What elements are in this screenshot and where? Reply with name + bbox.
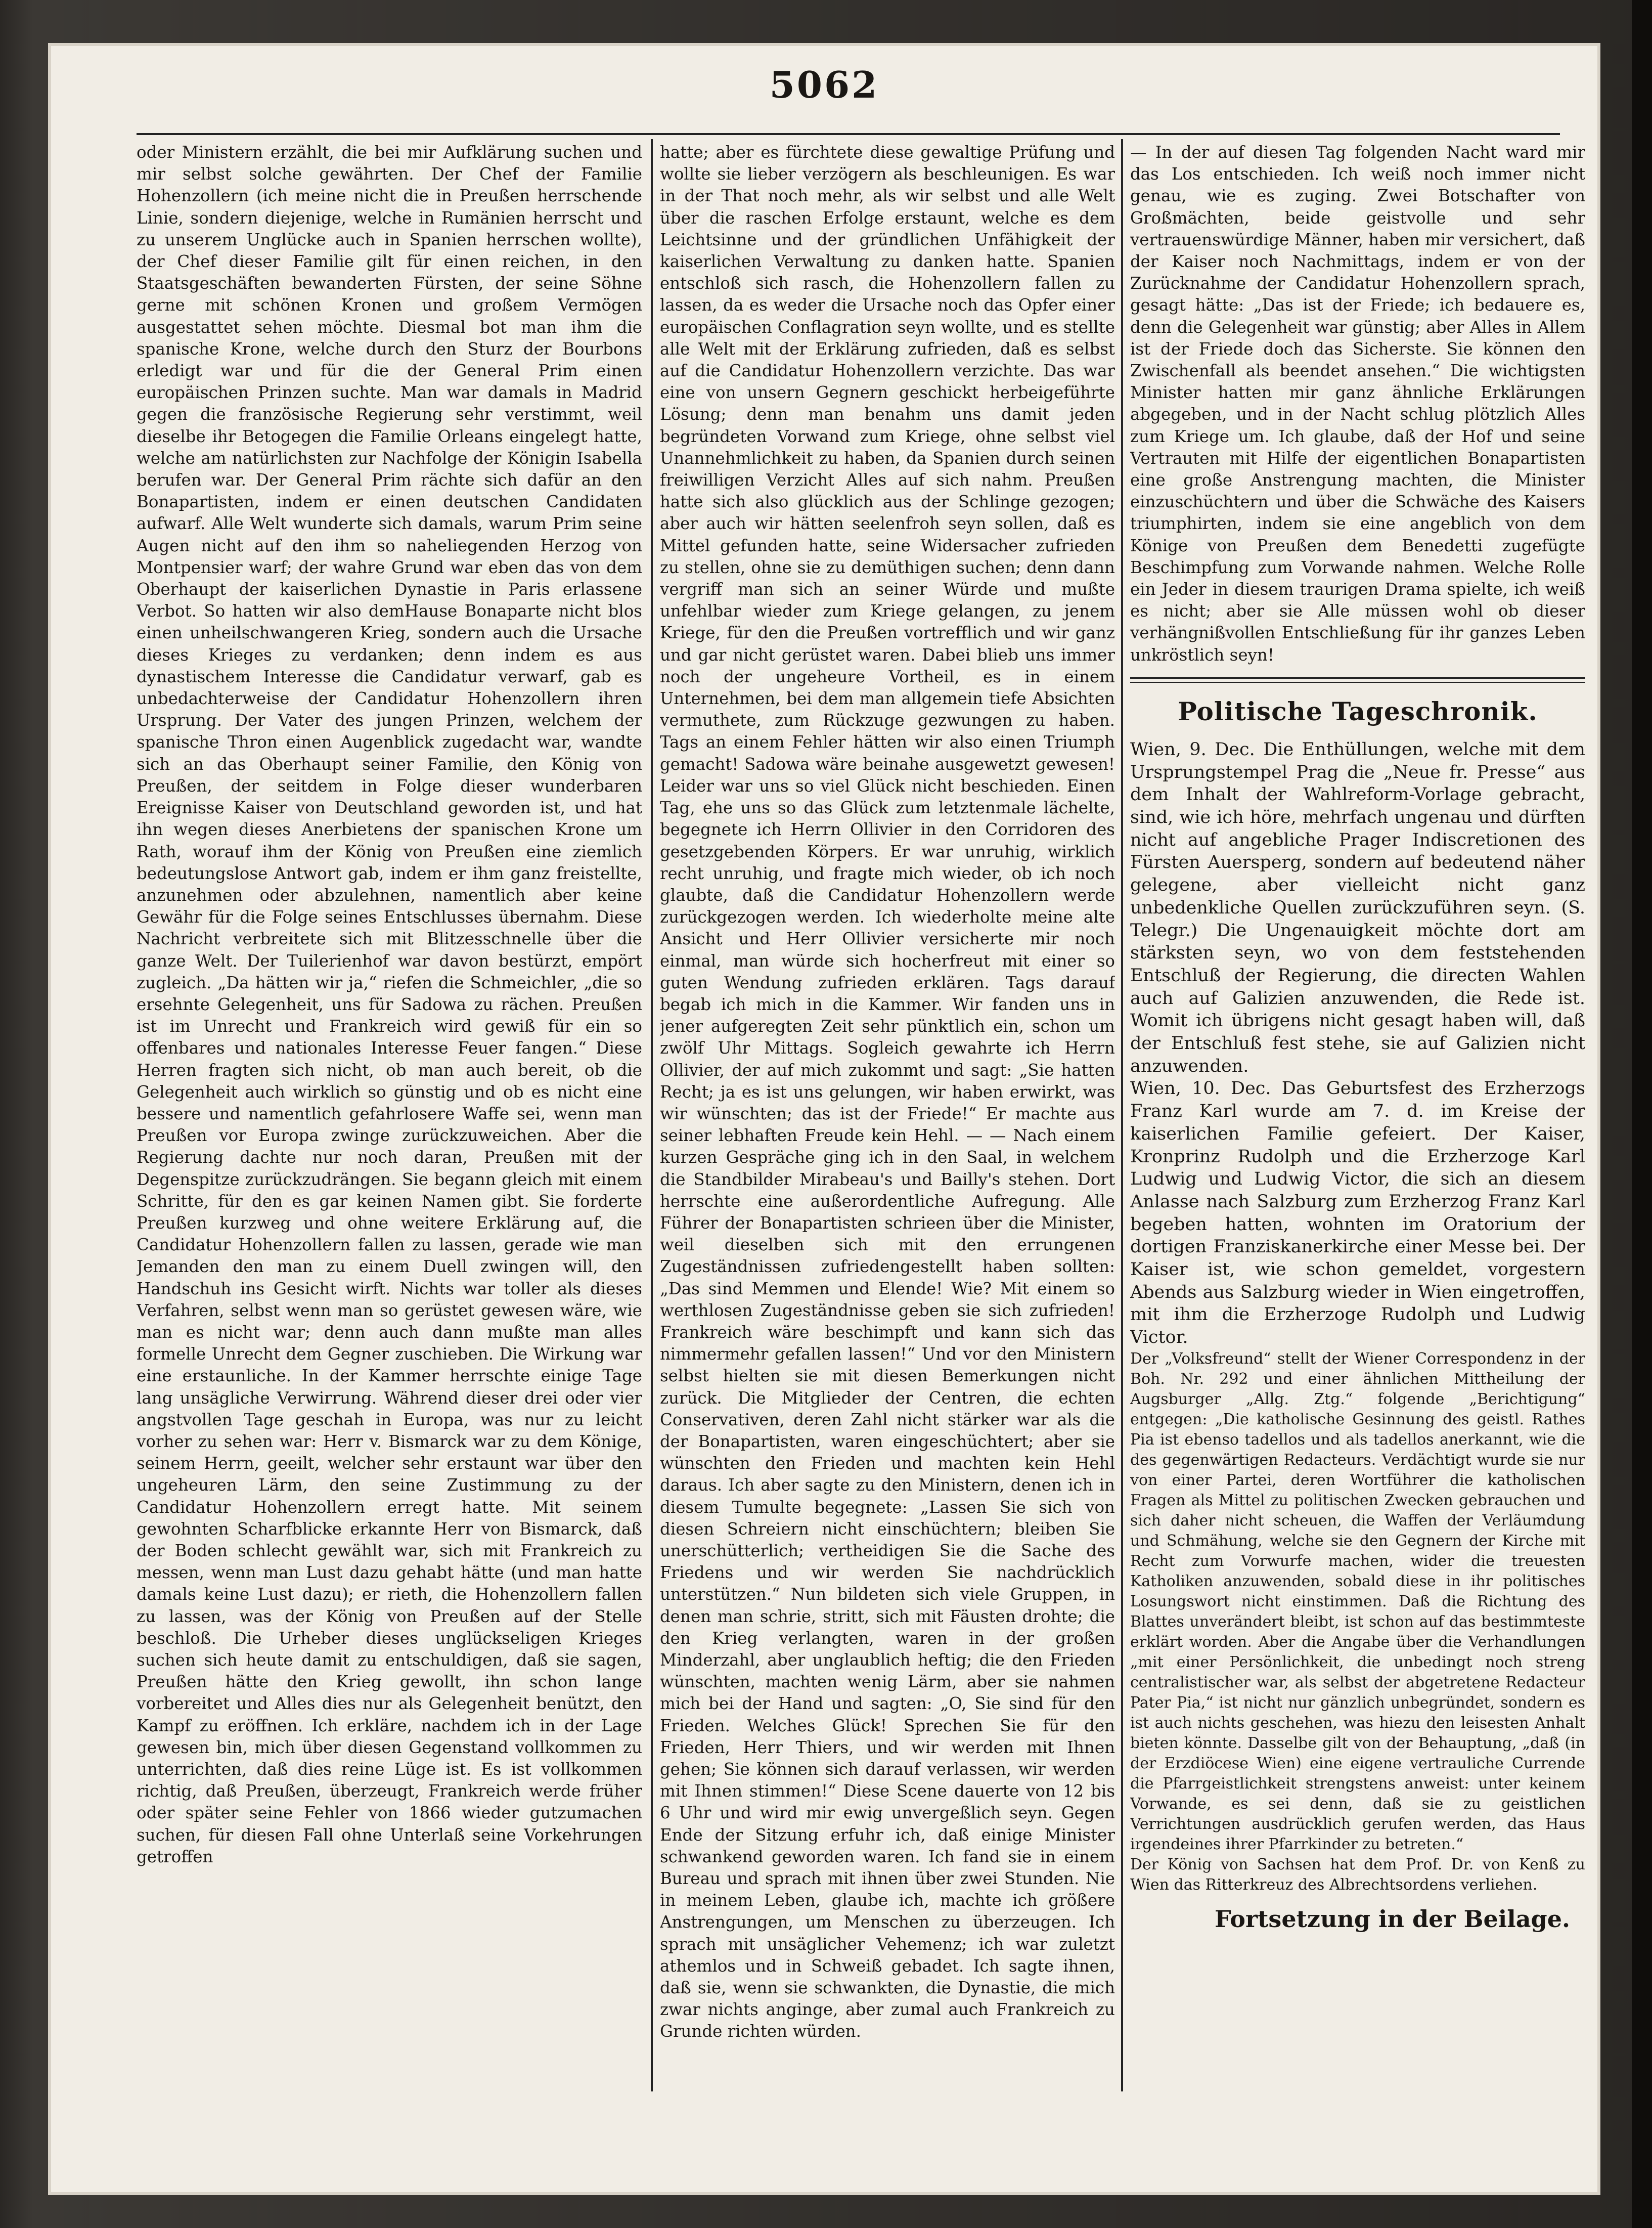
column-divider	[1121, 139, 1123, 2091]
article-text: oder Ministern erzählt, die bei mir Aufklärung suchen und mir selbst solche gewährten. Der Chef der Familie Hohenzollern (ich meine nicht die in Preußen herrschende Linie, sondern diejenige, welche in Rumänien herrscht und zu unserem Unglücke auch in Spanien herrschen wollte), der Chef dieser Familie gilt für einen reichen, in den Staatsgeschäften bewanderten Fürsten, der seine Söhne gerne mit schönen Kronen und großem Vermögen ausgestattet sehen möchte. Diesmal bot man ihm die spanische Krone, welche durch den Sturz der Bourbons erledigt war und für die der General Prim einen europäischen Prinzen suchte. Man war damals in Madrid gegen die französische Regierung sehr verstimmt, weil dieselbe ihr Betogegen die Familie Orleans eingelegt hatte, welche am natürlichsten zur Nachfolge der Königin Isabella berufen war. Der General Prim rächte sich dafür an den Bonapartisten, indem er einen deutschen Candidaten aufwarf. Alle Welt wunderte sich damals, warum Prim seine Augen nicht auf den ihm so naheliegenden Herzog von Montpensier warf; der wahre Grund war eben das von dem Oberhaupt der kaiserlichen Dynastie in Paris erlassene Verbot. So hatten wir also demHause Bonaparte nicht blos einen unheilschwangeren Krieg, sondern auch die Ursache dieses Krieges zu verdanken; denn indem es aus dynastischem Interesse die Candidatur verwarf, gab es unbedachterweise der Candidatur Hohenzollern ihren Ursprung. Der Vater des jungen Prinzen, welchem der spanische Thron einen Augenblick zugedacht war, wandte sich an das Oberhaupt seiner Familie, den König von Preußen, der seitdem in Folge dieser wunderbaren Ereignisse Kaiser von Deutschland geworden ist, und hat ihn wegen dieses Anerbietens der spanischen Krone um Rath, worauf ihm der König von Preußen eine ziemlich bedeutungslose Antwort gab, indem er ihm ganz freistellte, anzunehmen oder abzulehnen, namentlich aber keine Gewähr für die Folge seines Entschlusses übernahm. Diese Nachricht verbreitete sich mit Blitzesschnelle über die ganze Welt. Der Tuilerienhof war davon bestürzt, empört zugleich. „Da hätten wir ja,“ riefen die Schmeichler, „die so ersehnte Gelegenheit, uns für Sadowa zu rächen. Preußen ist im Unrecht und Frankreich wird gewiß für ein so offenbares und nationales Interesse Feuer fangen.“ Diese Herren fragten sich nicht, ob man auch bereit, ob die Gelegenheit auch wirklich so günstig und ob es nicht eine bessere und namentlich gefahrlosere Waffe sei, wenn man Preußen vor Europa zwinge zurückzuweichen. Aber die Regierung dachte nur noch daran, Preußen mit der Degenspitze zurückzudrängen. Sie begann gleich mit einem Schritte, für den es gar keinen Namen gibt. Sie forderte Preußen kurzweg und ohne weitere Erklärung auf, die Candidatur Hohenzollern fallen zu lassen, gerade wie man Jemanden den man zu einem Duell zwingen will, den Handschuh ins Gesicht wirft. Nichts war toller als dieses Verfahren, selbst wenn man so gerüstet gewesen wäre, wie man es nicht war; denn auch dann mußte man alles formelle Unrecht dem Gegner zuschieben. Die Wirkung war eine erstaunliche. In der Kammer herrschte einige Tage lang unsägliche Verwirrung. Während dieser drei oder vier angstvollen Tage geschah in Europa, was nur zu leicht vorher zu sehen war: Herr v. Bismarck war zu dem Könige, seinem Herrn, geeilt, welcher sehr erstaunt war über den ungeheuren Lärm, den seine Zustimmung zu der Candidatur Hohenzollern erregt hatte. Mit seinem gewohnten Scharfblicke erkannte Herr von Bismarck, daß der Boden schlecht gewählt war, sich mit Frankreich zu messen, wenn man Lust dazu gehabt hätte (und man hatte damals keine Lust dazu); er rieth, die Hohenzollern fallen zu lassen, was der König von Preußen auf der Stelle beschloß. Die Urheber dieses unglückseligen Krieges suchen sich heute damit zu entschuldigen, daß sie sagen, Preußen hätte den Krieg gewollt, ihn schon lange vorbereitet und Alles dies nur als Gelegenheit benützt, den Kampf zu eröffnen. Ich erkläre, nachdem ich in der Lage gewesen bin, mich über diesen Gegenstand vollkommen zu unterrichten, daß dies reine Lüge ist. Es ist vollkommen richtig, daß Preußen, überzeugt, Frankreich werde früher oder später seine Fehler von 1866 wieder gutzumachen suchen, für diesen Fall ohne Unterlaß seine Vorkehrungen getroffen	[137, 143, 642, 1866]
news-item: Wien, 10. Dec. Das Geburtsfest des Erzherzogs Franz Karl wurde am 7. d. im Kreise der kaiserlichen Familie gefeiert. Der Kaiser, Kronprinz Rudolph und die Erzherzoge Karl Ludwig und Ludwig Victor, die sich an diesem Anlasse nach Salzburg zum Erzherzog Franz Karl begeben hatten, wohnten im Oratorium der dortigen Franziskanerkirche einer Messe bei. Der Kaiser ist, wie schon gemeldet, vorgestern Abends aus Salzburg wieder in Wien eingetroffen, mit ihm die Erzherzoge Rudolph und Ludwig Victor.	[1130, 1078, 1585, 1348]
page-number: 5062	[769, 63, 879, 106]
binding-edge	[1632, 0, 1652, 2228]
section-divider	[1130, 677, 1585, 679]
column-divider	[651, 139, 653, 2091]
header-rule	[137, 133, 1560, 135]
news-item: Wien, 9. Dec. Die Enthüllungen, welche mit dem Ursprungstempel Prag die „Neue fr. Presse“ aus dem Inhalt der Wahlreform-Vorlage gebracht, sind, wie ich höre, mehrfach ungenau und dürften nicht auf angebliche Prager Indiscretionen des Fürsten Auersperg, sondern auf bedeutend näher gelegene, aber vielleicht nicht ganz unbedenkliche Quellen zurückzuführen seyn. (S. Telegr.) Die Ungenauigkeit möchte dort am stärksten seyn, wo von dem feststehenden Entschluß der Regierung, die directen Wahlen auch auf Galizien anzuwenden, die Rede ist. Womit ich übrigens nicht gesagt haben will, daß der Entschluß fest stehe, sie auf Galizien nicht anzuwenden.	[1130, 739, 1585, 1076]
article-column-3	[1130, 142, 1585, 2185]
news-item: Der König von Sachsen hat dem Prof. Dr. von Kenß zu Wien das Ritterkreuz des Albrechtsordens verliehen.	[1130, 1855, 1585, 1894]
newspaper-page	[48, 43, 1600, 2195]
article-text: hatte; aber es fürchtete diese gewaltige Prüfung und wollte sie lieber verzögern als beschleunigen. Es war in der That noch mehr, als wir selbst und alle Welt über die raschen Erfolge erstaunt, welche es dem Leichtsinne und der gründlichen Unfähigkeit der kaiserlichen Verwaltung zu danken hatte. Spanien entschloß sich rasch, die Hohenzollern fallen zu lassen, da es weder die Ursache noch das Opfer einer europäischen Conflagration seyn wollte, und es stellte alle Welt mit der Erklärung zufrieden, daß es selbst auf die Candidatur Hohenzollern verzichte. Das war eine von unsern Gegnern geschickt herbeigeführte Lösung; denn man benahm uns damit jeden begründeten Vorwand zum Kriege, ohne selbst viel Unannehmlichkeit zu haben, da Spanien durch seinen freiwilligen Verzicht Alles auf sich nahm. Preußen hatte sich also glücklich aus der Schlinge gezogen; aber auch wir hätten seelenfroh seyn sollen, daß es Mittel gefunden hatte, seine Widersacher zufrieden zu stellen, ohne sie zu demüthigen suchen; denn dann vergriff man sich an seiner Würde und mußte unfehlbar wieder zum Kriege gelangen, zu jenem Kriege, für den die Preußen vortrefflich und wir ganz und gar nicht gerüstet waren. Dabei blieb uns immer noch der ungeheure Vortheil, es in einem Unternehmen, bei dem man allgemein tiefe Absichten vermuthete, zum Rückzuge gezwungen zu haben. Tags an einem Fehler hätten wir also einen Triumph gemacht! Sadowa wäre beinahe ausgewetzt gewesen! Leider war uns so viel Glück nicht beschieden. Einen Tag, ehe uns so das Glück zum letztenmale lächelte, begegnete ich Herrn Ollivier in den Corridoren des gesetzgebenden Körpers. Er war unruhig, wirklich recht unruhig, und fragte mich wieder, ob ich noch glaubte, daß die Candidatur Hohenzollern werde zurückgezogen werden. Ich wiederholte meine alte Ansicht und Herr Ollivier versicherte mir noch einmal, man würde sich hocherfreut mit einer so guten Wendung zufrieden erklären. Tags darauf begab ich mich in die Kammer. Wir fanden uns in jener aufgeregten Zeit sehr pünktlich ein, schon um zwölf Uhr Mittags. Sogleich gewahrte ich Herrn Ollivier, der auf mich zukommt und sagt: „Sie hatten Recht; ja es ist uns gelungen, wir haben erwirkt, was wir wünschten; das ist der Friede!“ Er machte aus seiner lebhaften Freude kein Hehl. — — Nach einem kurzen Gespräche ging ich in den Saal, in welchem die Standbilder Mirabeau's und Bailly's stehen. Dort herrschte eine außerordentliche Aufregung. Alle Führer der Bonapartisten schrieen über die Minister, weil dieselben sich mit den errungenen Zugeständnissen zufriedengestellt haben sollten: „Das sind Memmen und Elende! Wie? Mit einem so werthlosen Zugeständnisse geben sie sich zufrieden! Frankreich wäre beschimpft und kann sich das nimmermehr gefallen lassen!“ Und vor den Ministern selbst hielten sie mit diesen Bemerkungen nicht zurück. Die Mitglieder der Centren, die echten Conservativen, deren Zahl nicht stärker war als die der Bonapartisten, waren eingeschüchtert; aber sie wünschten den Frieden und machten kein Hehl daraus. Ich aber sagte zu den Ministern, denen ich in diesem Tumulte begegnete: „Lassen Sie sich von diesen Schreiern nicht einschüchtern; bleiben Sie unerschütterlich; vertheidigen Sie die Sache des Friedens und wir werden Sie nachdrücklich unterstützen.“ Nun bildeten sich viele Gruppen, in denen man schrie, stritt, sich mit Fäusten drohte; die den Krieg verlangten, waren in der großen Minderzahl, aber unglaublich heftig; die den Frieden wünschten, machten wenig Lärm, aber sie nahmen mich bei der Hand und sagten: „O, Sie sind für den Frieden. Welches Glück! Sprechen Sie für den Frieden, Herr Thiers, und wir werden mit Ihnen gehen; Sie können sich darauf verlassen, wir werden mit Ihnen stimmen!“ Diese Scene dauerte von 12 bis 6 Uhr und wird mir ewig unvergeßlich seyn. Gegen Ende der Sitzung erfuhr ich, daß einige Minister schwankend geworden waren. Ich fand sie in einem Bureau und sprach mit ihnen über zwei Stunden. Nie in meinem Leben, glaube ich, machte ich größere Anstrengungen, um Menschen zu überzeugen. Ich sprach mit unsäglicher Vehemenz; ich war zuletzt athemlos und in Schweiß gebadet. Ich sagte ihnen, daß sie, wenn sie schwankten, die Dynastie, die mich zwar nichts anginge, aber zumal auch Frankreich zu Grunde richten würden.	[660, 143, 1115, 2041]
article-text: — In der auf diesen Tag folgenden Nacht ward mir das Los entschieden. Ich weiß noch immer nicht genau, wie es zuging. Zwei Botschafter von Großmächten, beide geistvolle und sehr vertrauenswürdige Männer, haben mir versichert, daß der Kaiser noch Nachmittags, indem er von der Zurücknahme der Candidatur Hohenzollern sprach, gesagt hätte: „Das ist der Friede; ich bedauere es, denn die Gelegenheit war günstig; aber Alles in Allem ist der Friede doch das Sicherste. Sie können den Zwischenfall als beendet ansehen.“ Die wichtigsten Minister hatten mir ganz ähnliche Erklärungen abgegeben, und in der Nacht schlug plötzlich Alles zum Kriege um. Ich glaube, daß der Hof und seine Vertrauten mit Hilfe der eigentlichen Bonapartisten eine große Anstrengung machten, die Minister einzuschüchtern und über die Schwäche des Kaisers triumphirten, indem sie eine angeblich von dem Könige von Preußen dem Benedetti zugefügte Beschimpfung zum Vorwande nahmen. Welche Rolle ein Jeder in diesem traurigen Drama spielte, ich weiß es nicht; aber sie Alle müssen wohl ob dieser verhängnißvollen Entschließung für ihr ganzes Leben unkröstlich seyn!	[1130, 143, 1585, 665]
news-item: Der „Volksfreund“ stellt der Wiener Correspondenz in der Boh. Nr. 292 und einer ähnlichen Mittheilung der Augsburger „Allg. Ztg.“ folgende „Berichtigung“ entgegen: „Die katholische Gesinnung des geistl. Rathes Pia ist ebenso tadellos und als tadellos anerkannt, wie die des gegenwärtigen Redacteurs. Verdächtigt wurde sie nur von einer Partei, deren Wortführer die katholischen Fragen als Mittel zu politischen Zwecken gebrauchen und sich daher nicht scheuen, die Waffen der Verläumdung und Schmähung, welche sie den Gegnern der Kirche mit Recht zum Vorwurfe machen, wider die treuesten Katholiken anzuwenden, sobald diese in ihr politisches Losungswort nicht einstimmen. Daß die Richtung des Blattes unverändert bleibt, ist schon auf das bestimmteste erklärt worden. Aber die Angabe über die Verhandlungen „mit einer Persönlichkeit, die unbedingt noch streng centralistischer war, als selbst der abgetretene Redacteur Pater Pia,“ ist nicht nur gänzlich unbegründet, sondern es ist auch nichts geschehen, was hiezu den leisesten Anhalt bieten könnte. Dasselbe gilt von der Behauptung, „daß (in der Erzdiöcese Wien) eine eigene vertrauliche Currende die Pfarrgeistlichkeit strengstens anweist: unter keinem Vorwande, es sei denn, daß sie zu geistlichen Verrichtungen ausdrücklich gerufen werden, das Haus irgendeines ihrer Pfarrkinder zu betreten.“	[1130, 1349, 1585, 1853]
article-column-2	[660, 142, 1115, 2104]
continued-note: Fortsetzung in der Beilage.	[1215, 1905, 1570, 1933]
article-column-1	[137, 142, 642, 2104]
section-title: Politische Tageschronik.	[1178, 696, 1538, 726]
section-divider	[1130, 682, 1585, 683]
